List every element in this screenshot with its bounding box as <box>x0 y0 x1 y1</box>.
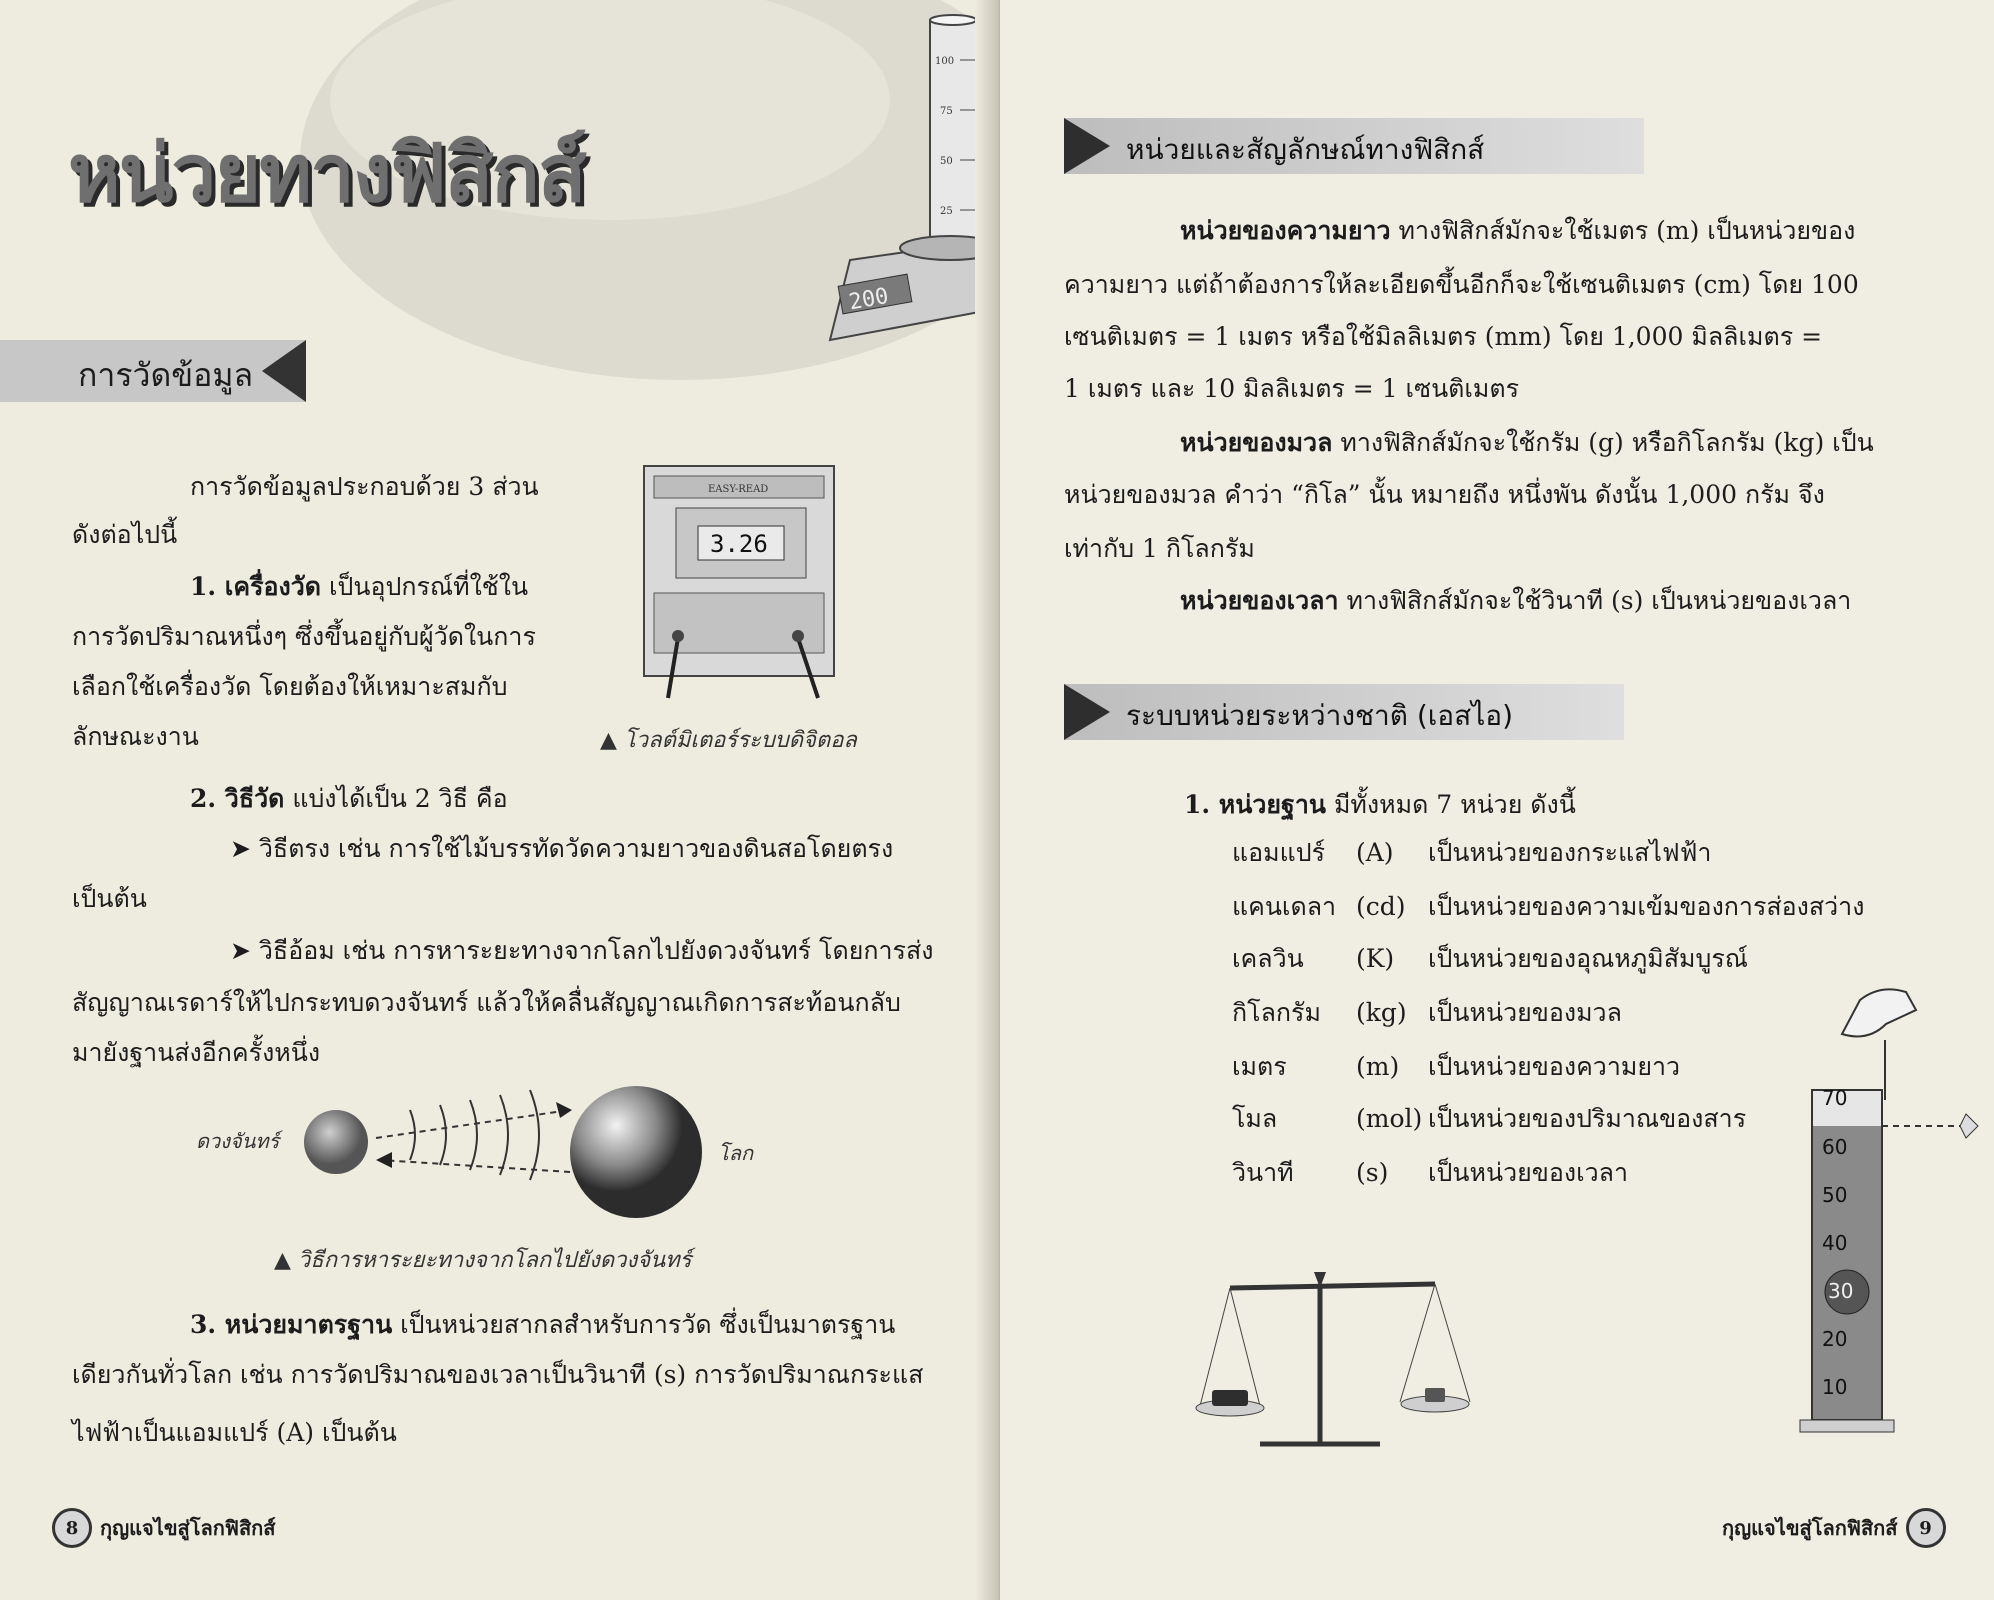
footer-title: กุญแจไขสู่โลกฟิสิกส์ <box>1722 1516 1898 1540</box>
base-units-lead: มีทั้งหมด 7 หน่วย ดังนี้ <box>1333 790 1576 819</box>
unit-description: เป็นหน่วยของอุณหภูมิสัมบูรณ์ <box>1428 944 1748 973</box>
item1-line-3: เลือกใช้เครื่องวัด โดยต้องให้เหมาะสมกับ <box>72 672 508 701</box>
unit-description: เป็นหน่วยของความยาว <box>1428 1052 1681 1081</box>
unit-name: แอมแปร์ <box>1232 838 1326 867</box>
unit-symbol: (cd) <box>1356 892 1406 921</box>
unit-name: กิโลกรัม <box>1232 998 1321 1027</box>
scale-display: 200 <box>847 283 891 316</box>
earth-icon <box>570 1086 702 1218</box>
length-heading: หน่วยของความยาว <box>1180 216 1391 245</box>
length-line-2: ความยาว แต่ถ้าต้องการให้ละเอียดขึ้นอีกก็จะใช้เซนติเมตร (cm) โดย 100 <box>1064 270 1859 299</box>
length-line-4: 1 เมตร และ 10 มิลลิเมตร = 1 เซนติเมตร <box>1064 374 1520 403</box>
cylinder-mark-10: 10 <box>1822 1375 1848 1399</box>
item2-indirect-b: สัญญาณเรดาร์ให้ไปกระทบดวงจันทร์ แล้วให้คลื่นสัญญาณเกิดการสะท้อนกลับ <box>72 988 901 1017</box>
item2-direct-b: เป็นต้น <box>72 884 147 913</box>
tab-arrow-icon <box>262 340 306 402</box>
unit-name: เคลวิน <box>1232 944 1304 973</box>
section-arrow-icon <box>1064 684 1110 740</box>
voltmeter-caption: ▲ โวลต์มิเตอร์ระบบดิจิตอล <box>600 728 857 753</box>
time-line <box>1180 586 1851 616</box>
cylinder-mark-40: 40 <box>1822 1231 1848 1255</box>
mass-text: ทางฟิสิกส์มักจะใช้กรัม (g) หรือกิโลกรัม (kg) เป็น <box>1340 428 1874 457</box>
unit-symbol: (K) <box>1356 944 1395 973</box>
page-number: 8 <box>52 1508 92 1548</box>
cylinder-mark-70: 70 <box>1822 1086 1848 1110</box>
footer-title: กุญแจไขสู่โลกฟิสิกส์ <box>100 1516 276 1540</box>
item1-heading: 1. เครื่องวัด <box>190 572 321 601</box>
mass-line-3: เท่ากับ 1 กิโลกรัม <box>1064 534 1255 563</box>
voltmeter-display: 3.26 <box>710 530 768 558</box>
section-title: การวัดข้อมูล <box>78 356 254 394</box>
unit-symbol: (mol) <box>1356 1104 1423 1133</box>
base-units-heading: 1. หน่วยฐาน <box>1184 790 1326 819</box>
item1-text: เป็นอุปกรณ์ที่ใช้ใน <box>328 572 529 601</box>
unit-symbol: (m) <box>1356 1052 1400 1081</box>
item1-line-4: ลักษณะงาน <box>72 722 199 751</box>
item3-heading: 3. หน่วยมาตรฐาน <box>190 1310 393 1339</box>
unit-name: แคนเดลา <box>1232 892 1337 921</box>
page-number: 9 <box>1906 1508 1946 1548</box>
right-page <box>1000 0 1994 1600</box>
unit-name: เมตร <box>1232 1052 1287 1081</box>
item3-text: เป็นหน่วยสากลสำหรับการวัด ซึ่งเป็นมาตรฐาน <box>400 1310 896 1339</box>
item2-direct-a: ➤ วิธีตรง เช่น การใช้ไม้บรรทัดวัดความยาวของดินสอโดยตรง <box>230 834 894 863</box>
unit-symbol: (kg) <box>1356 998 1407 1027</box>
item2-line-1 <box>190 784 508 814</box>
earth-label: โลก <box>718 1141 754 1165</box>
item2-indirect-c: มายังฐานส่งอีกครั้งหนึ่ง <box>72 1038 321 1067</box>
left-footer <box>52 1508 276 1548</box>
length-text: ทางฟิสิกส์มักจะใช้เมตร (m) เป็นหน่วยของ <box>1398 216 1856 245</box>
base-units-intro <box>1184 790 1576 820</box>
item2-heading: 2. วิธีวัด <box>190 784 285 813</box>
item3-line-2: เดียวกันทั่วโลก เช่น การวัดปริมาณของเวลาเป็นวินาที (s) การวัดปริมาณกระแส <box>72 1360 924 1389</box>
item1-line-1 <box>190 572 528 602</box>
moon-label: ดวงจันทร์ <box>196 1129 280 1153</box>
radar-caption: ▲ วิธีการหาระยะทางจากโลกไปยังดวงจันทร์ <box>274 1248 692 1273</box>
voltmeter-brand: EASY-READ <box>708 484 769 495</box>
cylinder-mark-50: 50 <box>1822 1183 1848 1207</box>
unit-symbol: (s) <box>1356 1158 1389 1187</box>
voltmeter-illustration <box>628 458 848 708</box>
cylinder-mark-60: 60 <box>1822 1135 1848 1159</box>
earth-moon-radar-figure <box>180 1080 780 1230</box>
section-tab <box>0 340 306 402</box>
time-heading: หน่วยของเวลา <box>1180 586 1339 615</box>
item3-line-1 <box>190 1310 895 1340</box>
unit-name: วินาที <box>1232 1158 1294 1187</box>
mass-heading: หน่วยของมวล <box>1180 428 1333 457</box>
time-text: ทางฟิสิกส์มักจะใช้วินาที (s) เป็นหน่วยของเวลา <box>1346 586 1852 615</box>
unit-description: เป็นหน่วยของกระแสไฟฟ้า <box>1428 838 1712 867</box>
moon-icon <box>304 1110 368 1174</box>
mass-line-2: หน่วยของมวล คำว่า “กิโล” นั้น หมายถึง หนึ่งพัน ดังนั้น 1,000 กรัม จึง <box>1064 480 1825 509</box>
length-line-1 <box>1180 216 1855 246</box>
item3-line-3: ไฟฟ้าเป็นแอมแปร์ (A) เป็นต้น <box>72 1418 397 1447</box>
unit-description: เป็นหน่วยของปริมาณของสาร <box>1428 1104 1747 1133</box>
right-footer <box>1722 1508 1946 1548</box>
intro-line-1: การวัดข้อมูลประกอบด้วย 3 ส่วน <box>190 472 539 501</box>
item2-lead: แบ่งได้เป็น 2 วิธี คือ <box>292 784 508 813</box>
cylinder-tick-75: 75 <box>940 106 953 117</box>
cylinder-mark-20: 20 <box>1822 1327 1848 1351</box>
cylinder-tick-100: 100 <box>935 56 955 67</box>
mass-line-1 <box>1180 428 1874 458</box>
cylinder-mark-30: 30 <box>1828 1279 1854 1303</box>
cylinder-tick-50: 50 <box>940 156 953 167</box>
section-header-si <box>1064 684 1624 740</box>
unit-description: เป็นหน่วยของเวลา <box>1428 1158 1629 1187</box>
cylinder-tick-25: 25 <box>940 206 953 217</box>
item2-indirect-a: ➤ วิธีอ้อม เช่น การหาระยะทางจากโลกไปยังดวงจันทร์ โดยการส่ง <box>230 936 934 965</box>
section-arrow-icon <box>1064 118 1110 174</box>
unit-description: เป็นหน่วยของมวล <box>1428 998 1622 1027</box>
digital-scale-illustration <box>810 10 990 350</box>
section-header-units <box>1064 118 1644 174</box>
unit-name: โมล <box>1232 1104 1278 1133</box>
graduated-cylinder-illustration <box>1420 980 1980 1450</box>
unit-symbol: (A) <box>1356 838 1394 867</box>
item1-line-2: การวัดปริมาณหนึ่งๆ ซึ่งขึ้นอยู่กับผู้วัดในการ <box>72 622 536 651</box>
length-line-3: เซนติเมตร = 1 เมตร หรือใช้มิลลิเมตร (mm) โดย 1,000 มิลลิเมตร = <box>1064 322 1823 351</box>
unit-description: เป็นหน่วยของความเข้มของการส่องสว่าง <box>1428 892 1865 921</box>
section2-title: ระบบหน่วยระหว่างชาติ (เอสไอ) <box>1126 699 1514 732</box>
section1-title: หน่วยและสัญลักษณ์ทางฟิสิกส์ <box>1126 133 1485 166</box>
page-title: หน่วยทางฟิสิกส์ <box>68 127 585 220</box>
intro-line-2: ดังต่อไปนี้ <box>72 520 178 549</box>
left-page <box>0 0 990 1600</box>
